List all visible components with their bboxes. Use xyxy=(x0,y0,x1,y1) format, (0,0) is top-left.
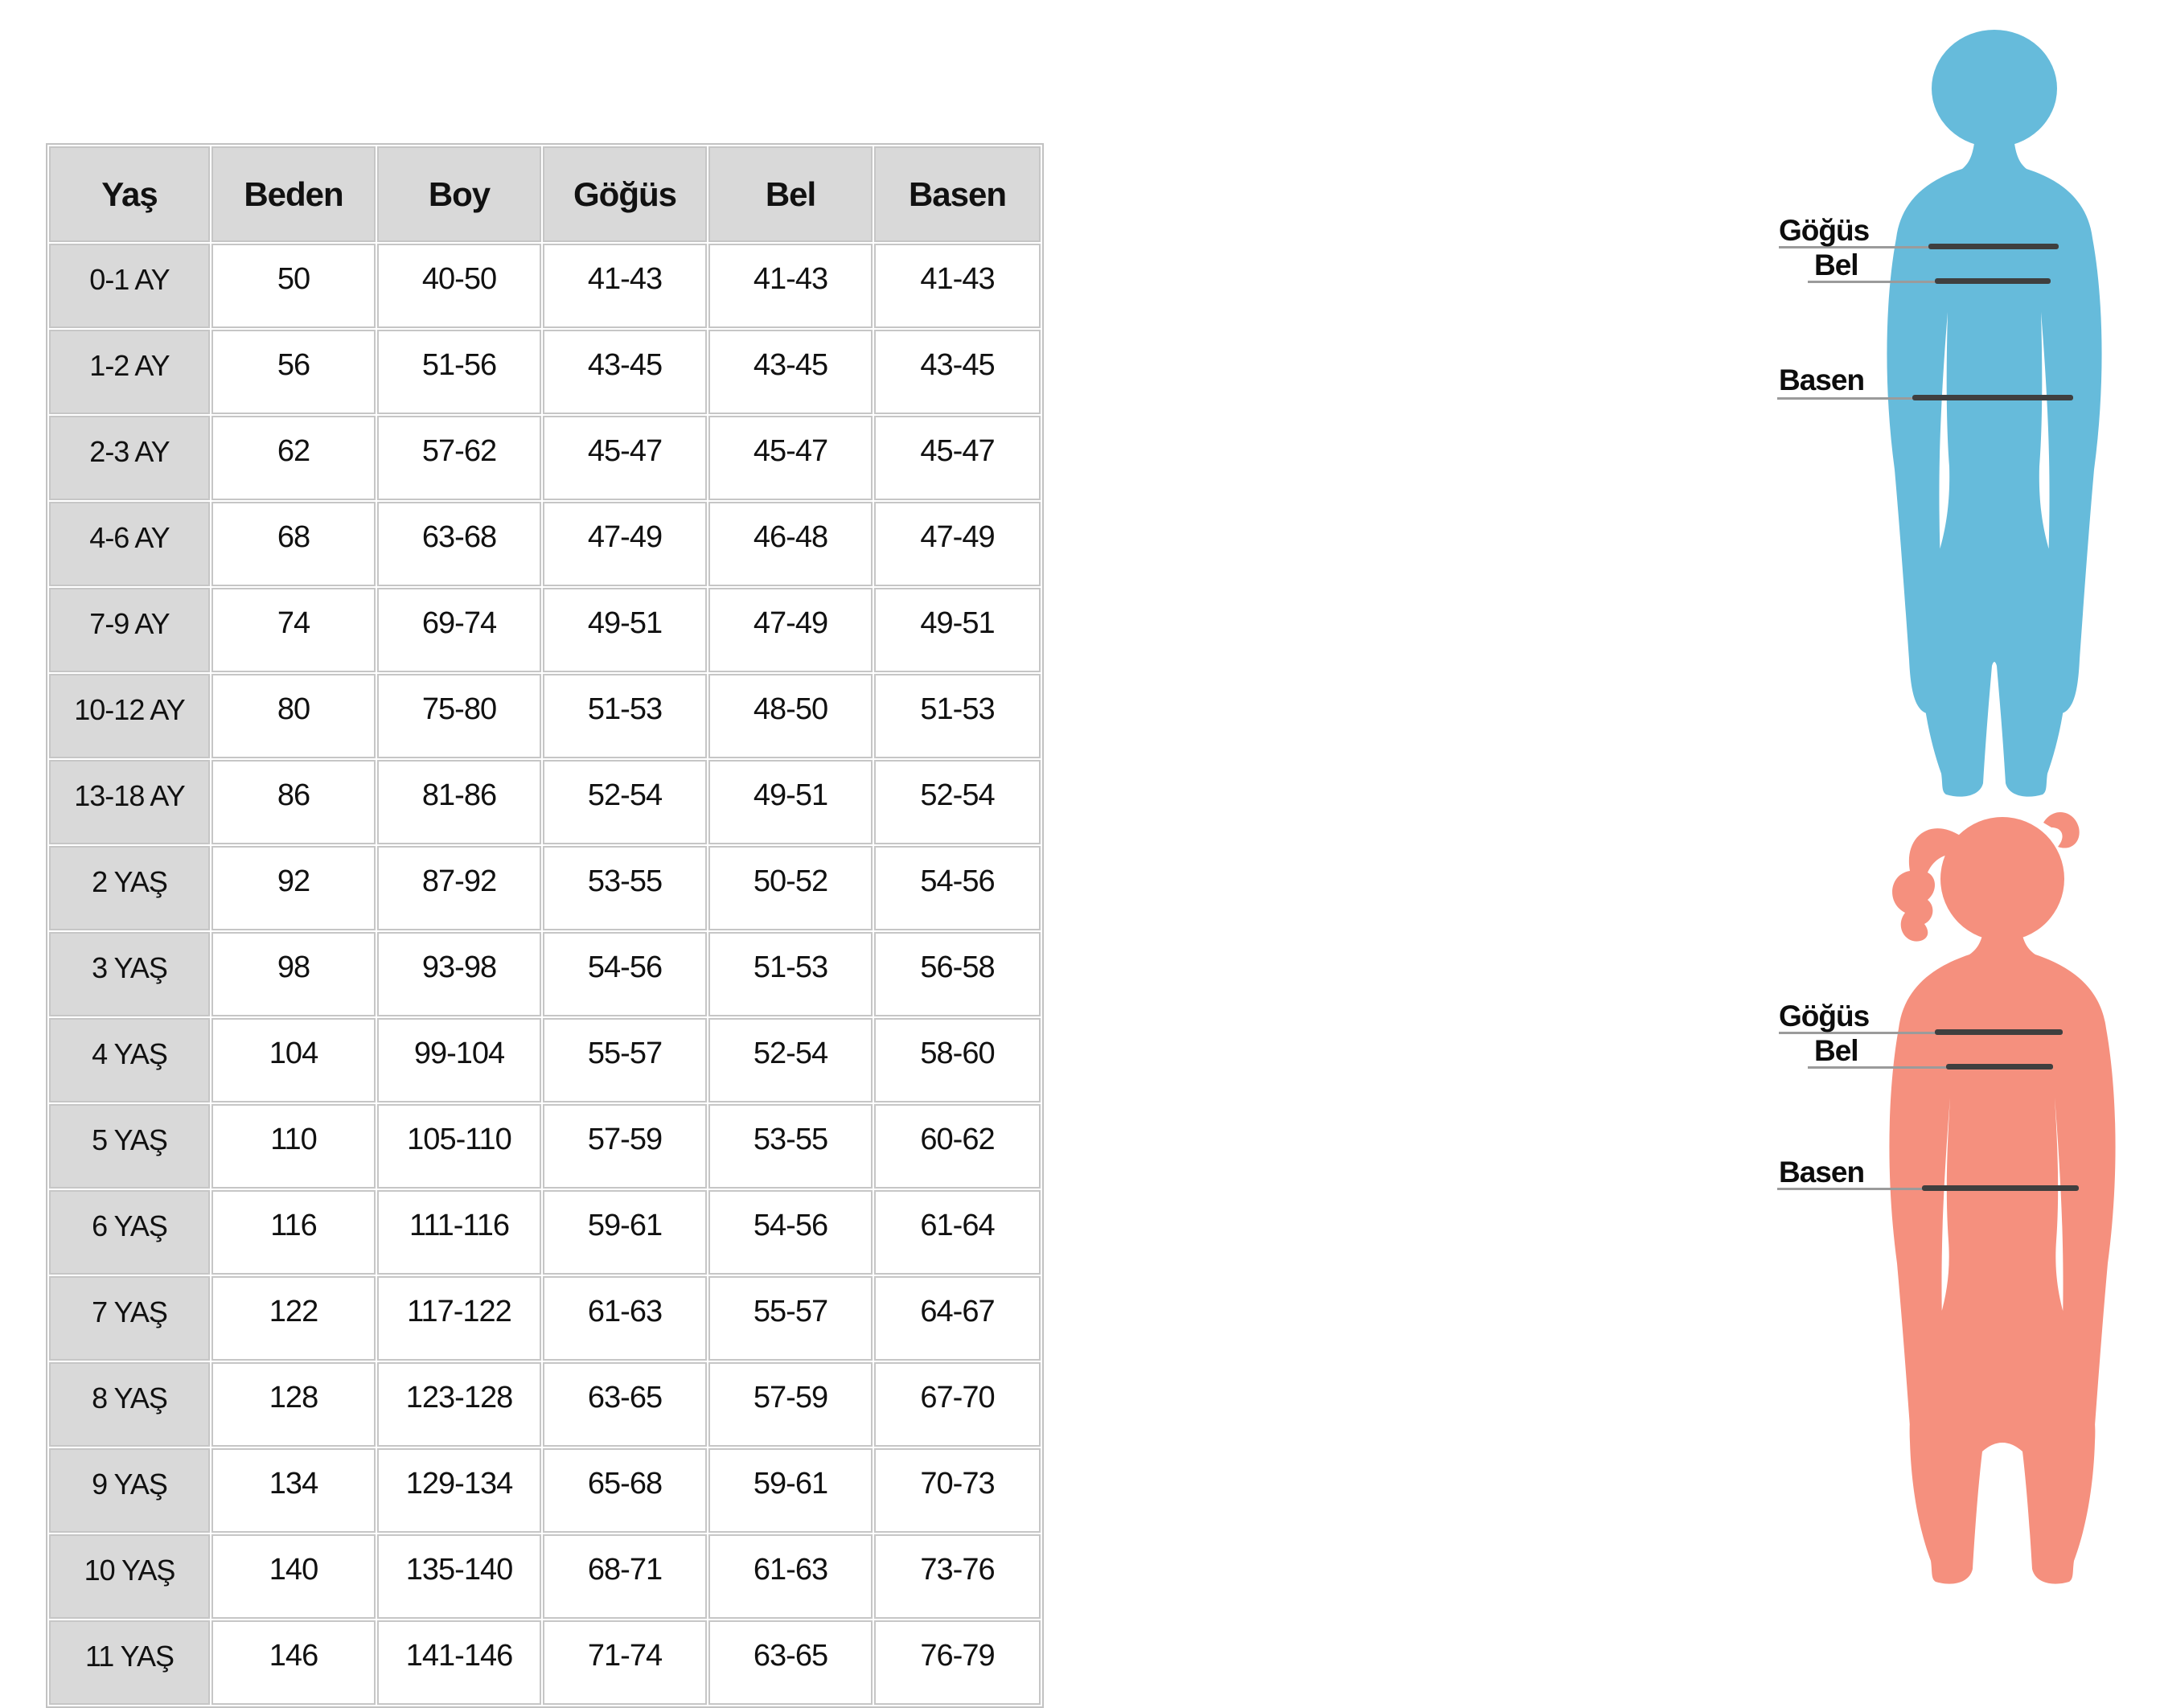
row-value-cell: 74 xyxy=(211,588,376,672)
row-value-cell: 47-49 xyxy=(874,502,1041,586)
row-value-cell: 105-110 xyxy=(377,1104,541,1189)
table-row xyxy=(49,416,1041,500)
row-value-cell: 123-128 xyxy=(377,1362,541,1447)
row-value-cell: 46-48 xyxy=(708,502,873,586)
row-value-cell: 61-63 xyxy=(543,1276,707,1361)
row-value-cell: 70-73 xyxy=(874,1448,1041,1533)
table-row xyxy=(49,1018,1041,1102)
row-value-cell: 51-56 xyxy=(377,330,541,414)
table-row xyxy=(49,1534,1041,1619)
row-value-cell: 43-45 xyxy=(708,330,873,414)
row-value-cell: 45-47 xyxy=(874,416,1041,500)
row-value-cell: 54-56 xyxy=(543,932,707,1016)
header-age: Yaş xyxy=(49,146,210,242)
header-size: Beden xyxy=(211,146,376,242)
row-value-cell: 63-68 xyxy=(377,502,541,586)
table-row xyxy=(49,502,1041,586)
row-value-cell: 75-80 xyxy=(377,674,541,758)
row-value-cell: 129-134 xyxy=(377,1448,541,1533)
table-row xyxy=(49,1620,1041,1705)
table-row xyxy=(49,1362,1041,1447)
row-value-cell: 80 xyxy=(211,674,376,758)
table-row xyxy=(49,932,1041,1016)
row-age-cell: 7 YAŞ xyxy=(49,1276,210,1361)
row-value-cell: 58-60 xyxy=(874,1018,1041,1102)
boy-silhouette-icon xyxy=(1866,23,2139,807)
row-value-cell: 57-59 xyxy=(708,1362,873,1447)
row-value-cell: 98 xyxy=(211,932,376,1016)
row-value-cell: 52-54 xyxy=(543,760,707,844)
row-value-cell: 86 xyxy=(211,760,376,844)
row-age-cell: 5 YAŞ xyxy=(49,1104,210,1189)
girl-waist-measure-line xyxy=(1946,1064,2053,1070)
row-value-cell: 69-74 xyxy=(377,588,541,672)
row-value-cell: 111-116 xyxy=(377,1190,541,1275)
row-value-cell: 67-70 xyxy=(874,1362,1041,1447)
row-value-cell: 141-146 xyxy=(377,1620,541,1705)
row-value-cell: 48-50 xyxy=(708,674,873,758)
girl-hip-measure-line xyxy=(1922,1185,2079,1191)
row-age-cell: 2 YAŞ xyxy=(49,846,210,930)
row-value-cell: 56-58 xyxy=(874,932,1041,1016)
girl-hip-label: Basen xyxy=(1779,1156,1865,1189)
row-value-cell: 51-53 xyxy=(543,674,707,758)
row-value-cell: 63-65 xyxy=(543,1362,707,1447)
row-value-cell: 51-53 xyxy=(874,674,1041,758)
row-value-cell: 43-45 xyxy=(874,330,1041,414)
girl-silhouette-icon xyxy=(1846,800,2151,1592)
row-age-cell: 2-3 AY xyxy=(49,416,210,500)
row-age-cell: 10 YAŞ xyxy=(49,1534,210,1619)
girl-waist-label: Bel xyxy=(1814,1034,1858,1067)
size-chart-table xyxy=(46,143,1044,1708)
row-value-cell: 52-54 xyxy=(708,1018,873,1102)
row-value-cell: 104 xyxy=(211,1018,376,1102)
row-value-cell: 52-54 xyxy=(874,760,1041,844)
row-age-cell: 4-6 AY xyxy=(49,502,210,586)
row-value-cell: 61-63 xyxy=(708,1534,873,1619)
row-value-cell: 73-76 xyxy=(874,1534,1041,1619)
row-age-cell: 7-9 AY xyxy=(49,588,210,672)
row-age-cell: 1-2 AY xyxy=(49,330,210,414)
boy-waist-label: Bel xyxy=(1814,248,1858,281)
row-value-cell: 55-57 xyxy=(708,1276,873,1361)
row-value-cell: 62 xyxy=(211,416,376,500)
row-value-cell: 64-67 xyxy=(874,1276,1041,1361)
row-age-cell: 3 YAŞ xyxy=(49,932,210,1016)
boy-chest-measure-line xyxy=(1928,244,2059,249)
girl-chest-measure-line xyxy=(1935,1029,2063,1035)
row-value-cell: 55-57 xyxy=(543,1018,707,1102)
row-value-cell: 59-61 xyxy=(543,1190,707,1275)
boy-hip-measure-line xyxy=(1912,395,2073,400)
table-row xyxy=(49,1276,1041,1361)
row-value-cell: 50-52 xyxy=(708,846,873,930)
row-value-cell: 110 xyxy=(211,1104,376,1189)
row-value-cell: 57-59 xyxy=(543,1104,707,1189)
header-chest: Göğüs xyxy=(543,146,707,242)
table-row xyxy=(49,1104,1041,1189)
row-value-cell: 61-64 xyxy=(874,1190,1041,1275)
row-age-cell: 11 YAŞ xyxy=(49,1620,210,1705)
row-value-cell: 49-51 xyxy=(543,588,707,672)
table-row xyxy=(49,846,1041,930)
table-row xyxy=(49,1190,1041,1275)
row-value-cell: 53-55 xyxy=(543,846,707,930)
row-age-cell: 8 YAŞ xyxy=(49,1362,210,1447)
row-value-cell: 56 xyxy=(211,330,376,414)
row-value-cell: 122 xyxy=(211,1276,376,1361)
table-row xyxy=(49,1448,1041,1533)
row-value-cell: 71-74 xyxy=(543,1620,707,1705)
row-value-cell: 60-62 xyxy=(874,1104,1041,1189)
row-age-cell: 10-12 AY xyxy=(49,674,210,758)
row-value-cell: 93-98 xyxy=(377,932,541,1016)
row-age-cell: 13-18 AY xyxy=(49,760,210,844)
row-value-cell: 45-47 xyxy=(543,416,707,500)
table-row xyxy=(49,674,1041,758)
row-value-cell: 43-45 xyxy=(543,330,707,414)
row-value-cell: 68-71 xyxy=(543,1534,707,1619)
row-value-cell: 87-92 xyxy=(377,846,541,930)
girl-chest-label: Göğüs xyxy=(1779,1000,1870,1033)
row-value-cell: 76-79 xyxy=(874,1620,1041,1705)
row-value-cell: 99-104 xyxy=(377,1018,541,1102)
table-row xyxy=(49,760,1041,844)
table-row xyxy=(49,330,1041,414)
row-value-cell: 50 xyxy=(211,244,376,328)
row-value-cell: 54-56 xyxy=(874,846,1041,930)
row-value-cell: 116 xyxy=(211,1190,376,1275)
header-row xyxy=(49,146,1041,242)
row-value-cell: 47-49 xyxy=(708,588,873,672)
row-value-cell: 41-43 xyxy=(708,244,873,328)
row-value-cell: 65-68 xyxy=(543,1448,707,1533)
row-value-cell: 57-62 xyxy=(377,416,541,500)
row-value-cell: 49-51 xyxy=(708,760,873,844)
row-value-cell: 128 xyxy=(211,1362,376,1447)
boy-chest-label: Göğüs xyxy=(1779,214,1870,247)
row-value-cell: 140 xyxy=(211,1534,376,1619)
table-row xyxy=(49,244,1041,328)
row-value-cell: 54-56 xyxy=(708,1190,873,1275)
row-value-cell: 92 xyxy=(211,846,376,930)
row-value-cell: 146 xyxy=(211,1620,376,1705)
row-value-cell: 51-53 xyxy=(708,932,873,1016)
row-value-cell: 68 xyxy=(211,502,376,586)
row-value-cell: 45-47 xyxy=(708,416,873,500)
header-waist: Bel xyxy=(708,146,873,242)
row-value-cell: 47-49 xyxy=(543,502,707,586)
row-age-cell: 9 YAŞ xyxy=(49,1448,210,1533)
row-value-cell: 41-43 xyxy=(543,244,707,328)
table-body xyxy=(49,244,1041,1705)
row-value-cell: 40-50 xyxy=(377,244,541,328)
row-value-cell: 63-65 xyxy=(708,1620,873,1705)
row-age-cell: 6 YAŞ xyxy=(49,1190,210,1275)
header-height: Boy xyxy=(377,146,541,242)
row-value-cell: 53-55 xyxy=(708,1104,873,1189)
row-age-cell: 4 YAŞ xyxy=(49,1018,210,1102)
row-value-cell: 134 xyxy=(211,1448,376,1533)
boy-hip-label: Basen xyxy=(1779,363,1865,396)
row-age-cell: 0-1 AY xyxy=(49,244,210,328)
row-value-cell: 81-86 xyxy=(377,760,541,844)
boy-waist-measure-line xyxy=(1935,278,2051,284)
row-value-cell: 135-140 xyxy=(377,1534,541,1619)
row-value-cell: 49-51 xyxy=(874,588,1041,672)
table-header xyxy=(49,146,1041,242)
row-value-cell: 59-61 xyxy=(708,1448,873,1533)
row-value-cell: 117-122 xyxy=(377,1276,541,1361)
header-hip: Basen xyxy=(874,146,1041,242)
row-value-cell: 41-43 xyxy=(874,244,1041,328)
table-row xyxy=(49,588,1041,672)
